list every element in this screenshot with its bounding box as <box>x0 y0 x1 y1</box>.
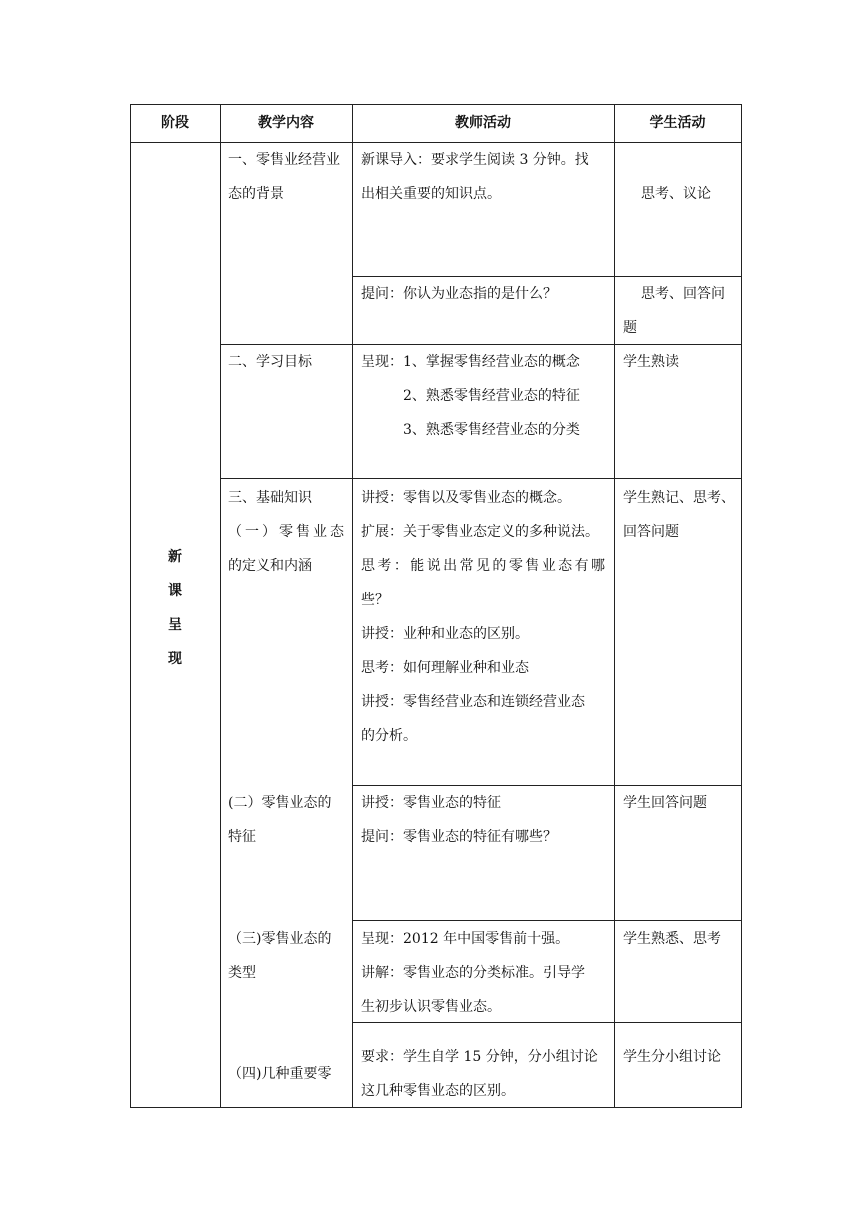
teacher-text: 出相关重要的知识点。 <box>361 186 501 202</box>
stage-char: 呈 <box>168 617 182 633</box>
content-text: （一）零售业态 <box>228 524 344 540</box>
teacher-text: 呈现：2012 年中国零售前十强。 <box>361 931 570 947</box>
col-border <box>741 104 742 1108</box>
content-text: 类型 <box>228 965 256 981</box>
teacher-text: 新课导入：要求学生阅读 3 分钟。找 <box>361 152 589 168</box>
teacher-text: 提问：零售业态的特征有哪些？ <box>361 829 557 845</box>
header-content: 教学内容 <box>258 115 314 131</box>
teacher-text: 这几种零售业态的区别。 <box>361 1083 515 1099</box>
teacher-text: 讲授：零售以及零售业态的概念。 <box>361 490 571 506</box>
content-text: 的定义和内涵 <box>228 558 312 574</box>
teacher-text: 讲授：零售经营业态和连锁经营业态 <box>361 694 585 710</box>
content-text: （四)几种重要零 <box>228 1066 332 1082</box>
content-text: 一、零售业经营业 <box>228 152 340 168</box>
row-border <box>220 478 742 479</box>
teacher-text: 讲授：零售业态的特征 <box>361 795 501 811</box>
teacher-text: 讲授：业种和业态的区别。 <box>361 626 529 642</box>
student-text: 学生熟悉、思考 <box>623 931 721 947</box>
stage-char: 课 <box>168 583 182 599</box>
content-text: 态的背景 <box>228 186 284 202</box>
teacher-text: 些？ <box>361 592 389 608</box>
teacher-text: 要求：学生自学 15 分钟，分小组讨论 <box>361 1049 598 1065</box>
content-text: 二、学习目标 <box>228 354 312 370</box>
header-student: 学生活动 <box>649 115 706 131</box>
teacher-text: 提问：你认为业态指的是什么？ <box>361 286 557 302</box>
col-border <box>352 104 353 1108</box>
col-border <box>614 104 615 1108</box>
content-text: （三)零售业态的 <box>228 931 332 947</box>
row-border <box>352 920 742 921</box>
teacher-text: 扩展：关于零售业态定义的多种说法。 <box>361 524 599 540</box>
student-text: 思考、议论 <box>641 186 711 202</box>
student-text: 学生熟记、思考、 <box>623 490 735 506</box>
stage-char: 新 <box>168 549 182 565</box>
student-text: 学生回答问题 <box>623 795 707 811</box>
student-text: 回答问题 <box>623 524 679 540</box>
student-text: 学生熟读 <box>623 354 679 370</box>
teacher-text: 讲解：零售业态的分类标准。引导学 <box>361 965 585 981</box>
teacher-text: 的分析。 <box>361 728 417 744</box>
content-text: 三、基础知识 <box>228 490 312 506</box>
teacher-text: 3、熟悉零售经营业态的分类 <box>403 422 580 438</box>
content-text: (二）零售业态的 <box>228 795 332 811</box>
stage-char: 现 <box>168 651 182 667</box>
content-text: 特征 <box>228 829 256 845</box>
col-border <box>220 104 221 1108</box>
header-stage: 阶段 <box>161 115 189 131</box>
teacher-text: 2、熟悉零售经营业态的特征 <box>403 388 580 404</box>
teacher-text: 思考：能说出常见的零售业态有哪 <box>361 558 605 574</box>
header-teacher: 教师活动 <box>455 115 511 131</box>
student-text: 思考、回答问 <box>641 286 725 302</box>
student-text: 题 <box>623 320 637 336</box>
student-text: 学生分小组讨论 <box>623 1049 721 1065</box>
teacher-text: 呈现：1、掌握零售经营业态的概念 <box>361 354 580 370</box>
teacher-text: 思考：如何理解业种和业态 <box>361 660 529 676</box>
teacher-text: 生初步认识零售业态。 <box>361 999 501 1015</box>
